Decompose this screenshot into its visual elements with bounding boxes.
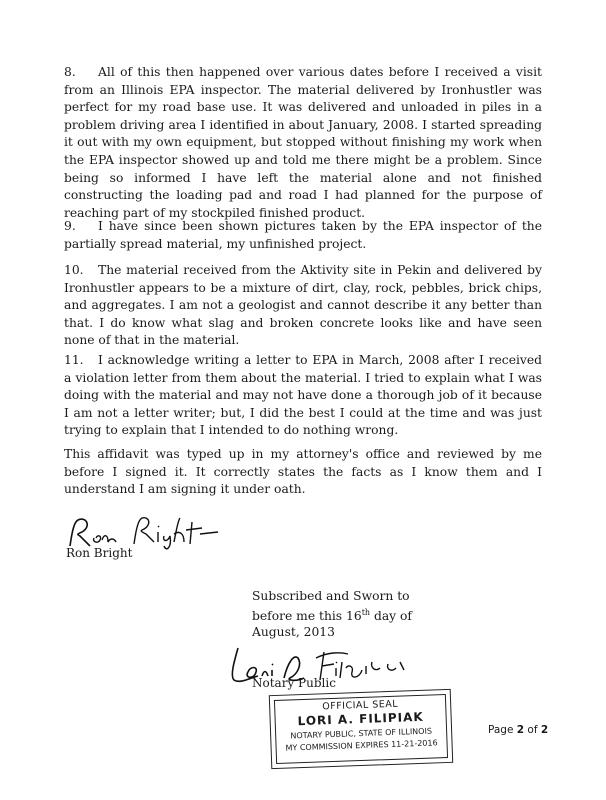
paragraph-number: 11. [64,353,84,367]
paragraph-9 [64,218,542,253]
notary-title: Notary Public [252,676,336,690]
paragraph-number: 10. [64,263,84,277]
closing-statement: This affidavit was typed up in my attorney's office and reviewed by me before I signed it. It correctly states the facts as I know them and I understand I am signing it under oath. [64,447,542,497]
paragraph-text: I have since been shown pictures taken by the EPA inspector of the partially spread material, my unfinished project. [64,219,542,251]
seal-notary-name: LORI A. FILIPIAK [297,709,424,729]
official-seal-inner [274,694,448,764]
paragraph-10 [64,262,542,350]
paragraph-number: 8. [64,65,76,79]
paragraph-11 [64,352,542,440]
paragraph-number: 9. [64,219,76,233]
notary-jurat [252,588,452,641]
paragraph-text: All of this then happened over various dates before I received a visit from an Illinois EPA inspector. The material delivered by Ironhustler was perfect for my road base use. It was delivered and unloaded in piles in a problem driving area I identified in about January, 2008. I started spreading it out with my own equipment, but stopped without finishing my work when the EPA inspector showed up and told me there might be a problem. Since being so informed I have left the material alone and not finished constructing the loading pad and road I had planned for the purpose of reaching part of my stockpiled finished product. [64,65,542,220]
seal-heading: OFFICIAL SEAL [322,698,399,713]
seal-expiration: MY COMMISSION EXPIRES 11-21-2016 [285,738,438,753]
jurat-line-1: Subscribed and Sworn to [252,589,410,603]
jurat-line-3: August, 2013 [252,625,335,640]
page-number: Page 2 of 2 [488,724,549,736]
seal-jurisdiction: NOTARY PUBLIC, STATE OF ILLINOIS [290,726,433,741]
official-seal [269,689,453,769]
affiant-name: Ron Bright [66,546,133,560]
paragraph-text: I acknowledge writing a letter to EPA in March, 2008 after I received a violation letter from them about the material. I tried to explain what I was doing with the material and may not have done a thorough job of it because I am not a letter writer; but, I did the best I could at the time and was just trying to explain that I intended to do nothing wrong. [64,353,542,438]
jurat-line-2: before me this 16th day of [252,607,412,623]
paragraph-8 [64,64,542,222]
paragraph-text: The material received from the Aktivity site in Pekin and delivered by Ironhustler appears to be a mixture of dirt, clay, rock, pebbles, brick chips, and aggregates. I am not a geologist and cannot describe it any better than that. I do know what slag and broken concrete looks like and have seen none of that in the material. [64,263,542,348]
